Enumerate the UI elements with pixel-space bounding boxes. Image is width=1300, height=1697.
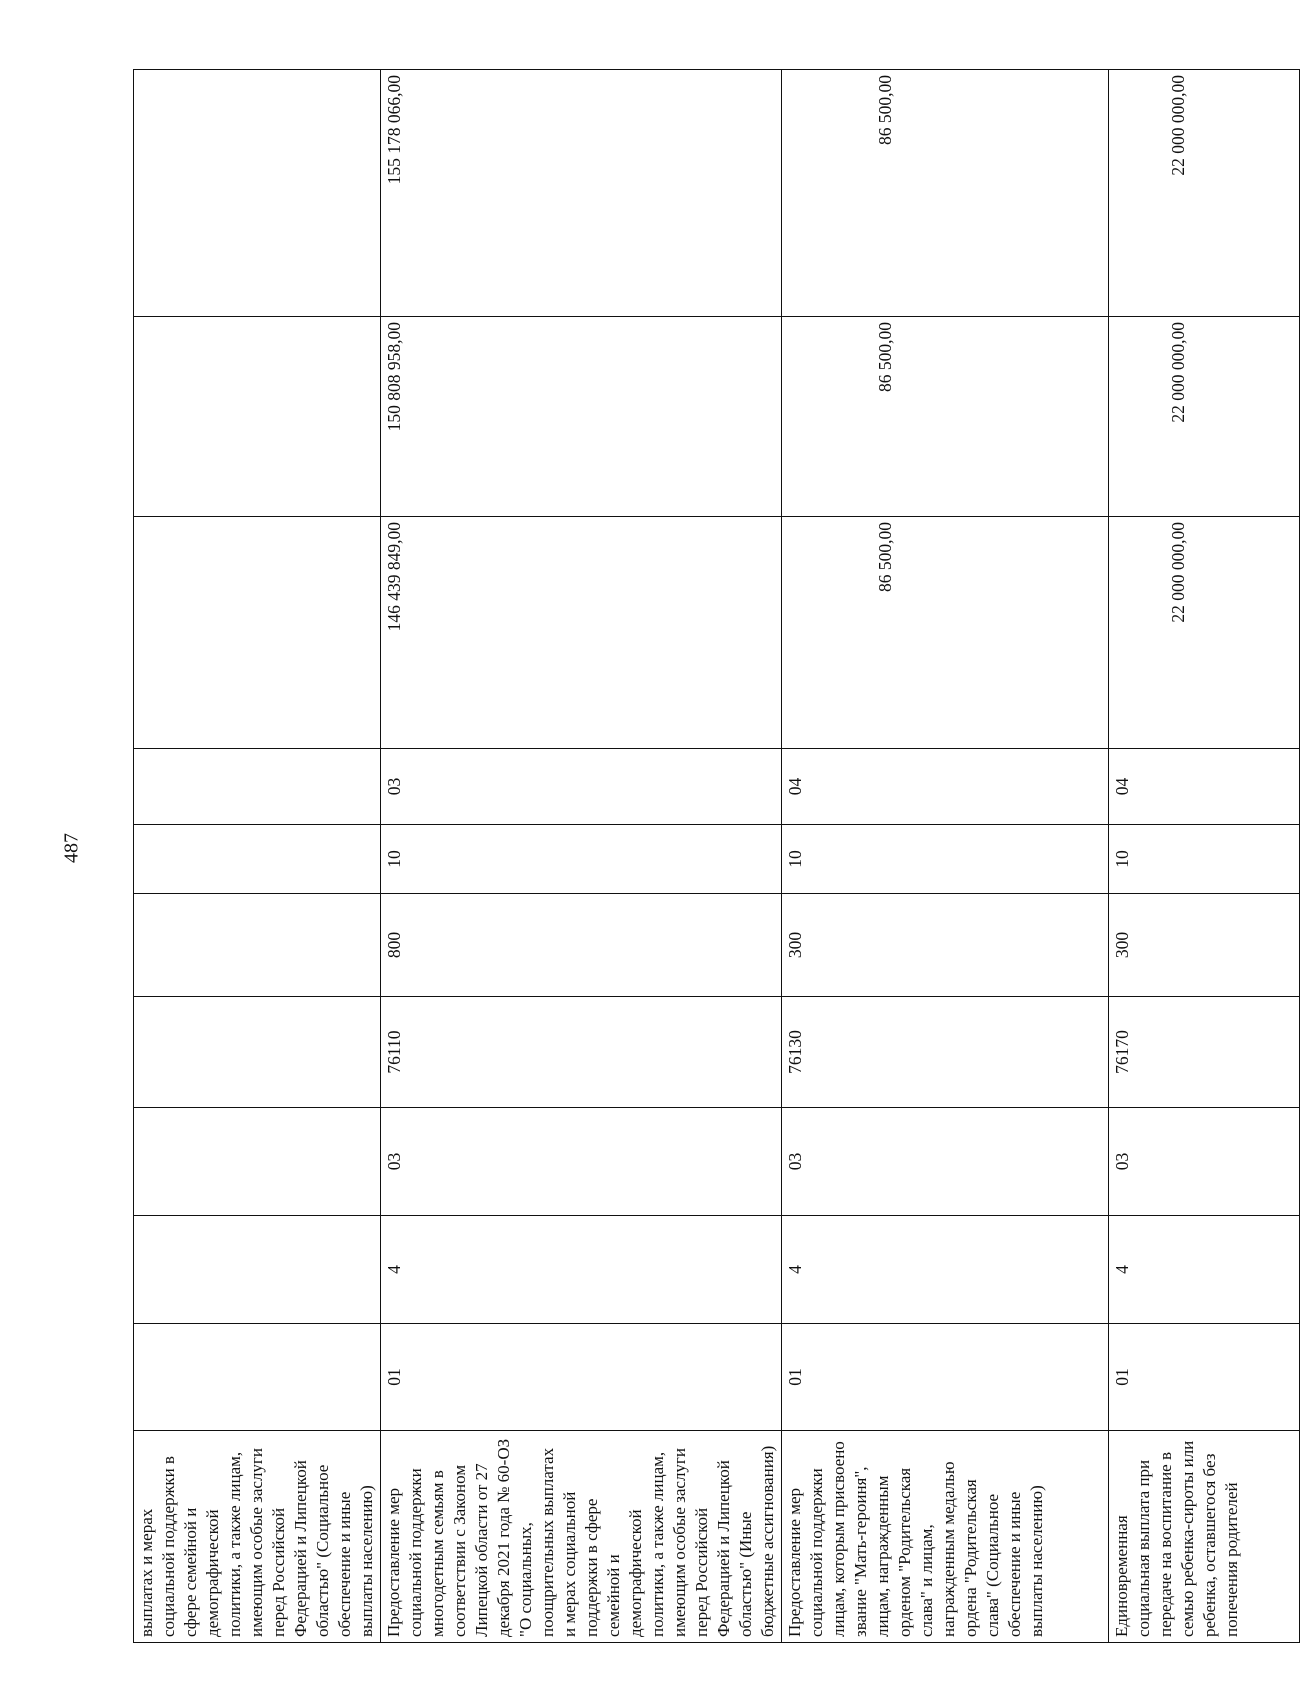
subsection-code: 03 (381, 749, 782, 825)
section-code: 10 (1109, 825, 1300, 894)
main-event-code: 03 (381, 1108, 782, 1216)
expense-type-code: 300 (1109, 894, 1300, 997)
page-number: 487 (60, 833, 83, 863)
expense-type-code (134, 894, 381, 997)
section-code: 10 (381, 825, 782, 894)
subsection-code: 04 (782, 749, 1109, 825)
amount-year-3 (134, 70, 381, 317)
subprogram-code: 4 (381, 1216, 782, 1324)
subprogram-code: 4 (1109, 1216, 1300, 1324)
direction-code: 76130 (782, 997, 1109, 1108)
program-code: 01 (1109, 1324, 1300, 1431)
subprogram-code: 4 (782, 1216, 1109, 1324)
section-code: 10 (782, 825, 1109, 894)
amount-year-3: 86 500,00 (782, 70, 1109, 317)
direction-code (134, 997, 381, 1108)
table-row (782, 70, 1109, 1643)
table-row (1109, 70, 1300, 1643)
expense-type-code: 800 (381, 894, 782, 997)
row-description: Единовременная социальная выплата при передаче на воспитание в семью ребенка-сироты или ребенка, оставшегося без попечения родителей (1109, 1431, 1300, 1643)
rotated-table-container (133, 70, 1241, 1643)
amount-year-1: 146 439 849,00 (381, 517, 782, 749)
subprogram-code (134, 1216, 381, 1324)
amount-year-2: 22 000 000,00 (1109, 317, 1300, 517)
amount-year-1: 86 500,00 (782, 517, 1109, 749)
subsection-code: 04 (1109, 749, 1300, 825)
table-row (134, 70, 381, 1643)
direction-code: 76170 (1109, 997, 1300, 1108)
main-event-code (134, 1108, 381, 1216)
row-description: Предоставление мер социальной поддержки многодетным семьям в соответствии с Законом Липецкой области от 27 декабря 2021 года № 60-ОЗ "О социальных, поощрительных выплатах и мерах социальной поддержки в сфере семейной и демографической политики, а также лицам, имеющим особые заслуги перед Российской Федерацией и Липецкой областью" (Иные бюджетные ассигнования) (381, 1431, 782, 1643)
section-code (134, 825, 381, 894)
amount-year-3: 22 000 000,00 (1109, 70, 1300, 317)
direction-code: 76110 (381, 997, 782, 1108)
amount-year-3: 155 178 066,00 (381, 70, 782, 317)
row-description: выплатах и мерах социальной поддержки в сфере семейной и демографической политики, а также лицам, имеющим особые заслуги перед Российской Федерацией и Липецкой областью" (Социальное обеспечение и иные выплаты населению) (134, 1431, 381, 1643)
program-code: 01 (381, 1324, 782, 1431)
amount-year-2: 150 808 958,00 (381, 317, 782, 517)
subsection-code (134, 749, 381, 825)
table-row (381, 70, 782, 1643)
amount-year-1 (134, 517, 381, 749)
amount-year-1: 22 000 000,00 (1109, 517, 1300, 749)
amount-year-2: 86 500,00 (782, 317, 1109, 517)
amount-year-2 (134, 317, 381, 517)
program-code (134, 1324, 381, 1431)
main-event-code: 03 (782, 1108, 1109, 1216)
main-event-code: 03 (1109, 1108, 1300, 1216)
expense-type-code: 300 (782, 894, 1109, 997)
program-code: 01 (782, 1324, 1109, 1431)
row-description: Предоставление мер социальной поддержки лицам, которым присвоено звание "Мать-героиня", лицам, награжденным орденом "Родительская слава" и лицам, награжденным медалью ордена "Родительская слава" (Социальное обеспечение и иные выплаты населению) (782, 1431, 1109, 1643)
budget-table (133, 69, 1300, 1643)
